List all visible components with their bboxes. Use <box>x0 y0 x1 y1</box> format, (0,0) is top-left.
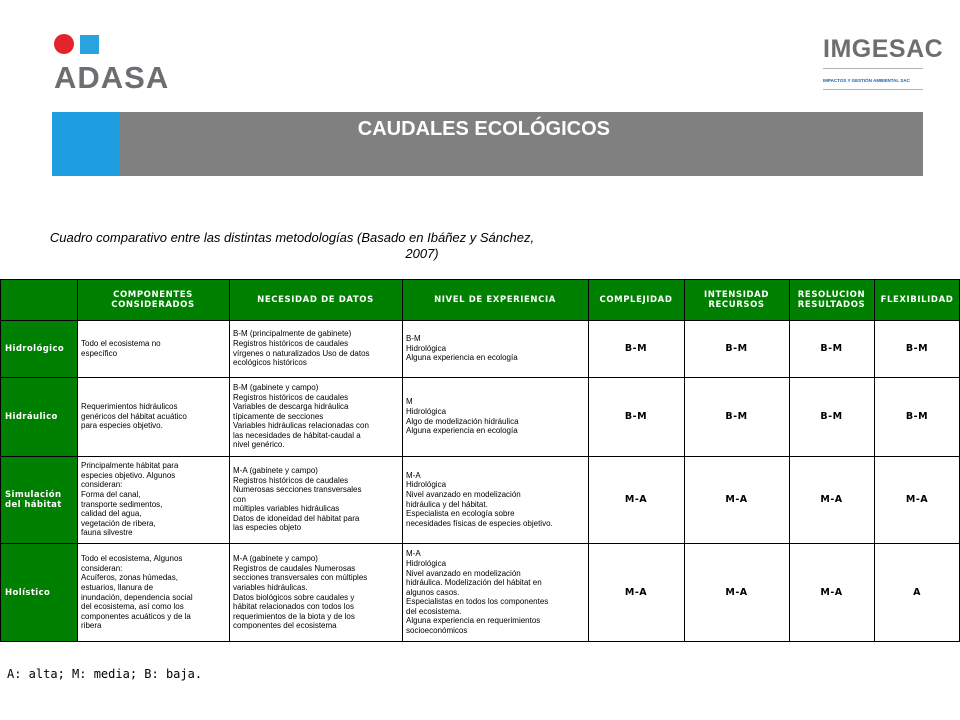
componentes-line: componentes acuáticos y de la <box>81 611 191 621</box>
componentes-line: vegetación de ribera, <box>81 518 156 528</box>
componentes-line: especies objetivo. Algunos <box>81 470 176 480</box>
imgesac-logo-subtext: IMPACTOS Y GESTIÓN AMBIENTAL SAC <box>823 78 910 83</box>
cell-complejidad: M-A <box>624 587 648 598</box>
experiencia-line: necesidades físicas de especies objetivo. <box>406 518 553 528</box>
datos-line: B-M (gabinete y campo) <box>233 382 319 392</box>
imgesac-logo-rule <box>823 68 923 69</box>
cell-flexibilidad: B-M <box>905 411 929 422</box>
method-label-line: del hábitat <box>5 499 62 510</box>
imgesac-logo-rule-bottom <box>823 89 923 90</box>
datos-line: Variables hidráulicas relacionadas con <box>233 421 369 431</box>
datos-line: componentes del ecosistema <box>233 621 337 631</box>
table-vertical-rule <box>874 279 875 642</box>
datos-line: nivel genérico. <box>233 440 285 450</box>
cell-componentes <box>77 543 229 642</box>
table-corner <box>0 279 77 320</box>
table-horizontal-rule <box>0 320 960 321</box>
cell-complejidad: B-M <box>624 343 648 354</box>
column-header: RESOLUCION RESULTADOS <box>789 279 874 320</box>
column-header: COMPONENTES CONSIDERADOS <box>77 279 229 320</box>
experiencia-line: Especialistas en todos los componentes <box>406 597 549 607</box>
datos-line: Registros históricos de caudales <box>233 392 349 402</box>
column-header: NECESIDAD DE DATOS <box>229 279 402 320</box>
page-title: CAUDALES ECOLÓGICOS <box>357 118 610 140</box>
table-horizontal-rule <box>0 543 960 544</box>
experiencia-line: Algo de modelización hidráulica <box>406 416 519 426</box>
row-header-method: Hidráulico <box>0 377 77 456</box>
datos-line: ecológicos históricos <box>233 358 307 368</box>
datos-line: Registros de caudales Numerosas <box>233 563 356 573</box>
cell-experiencia <box>402 543 588 642</box>
componentes-line: fauna silvestre <box>81 528 133 538</box>
caption-line-1: Cuadro comparativo entre las distintas metodologías (Basado en Ibáñez y Sánchez, <box>49 230 535 245</box>
experiencia-line: algunos casos. <box>406 587 460 597</box>
table-horizontal-rule <box>0 279 960 280</box>
column-header: FLEXIBILIDAD <box>874 279 960 320</box>
componentes-line: para especies objetivo. <box>81 421 163 431</box>
column-header: NIVEL DE EXPERIENCIA <box>402 279 588 320</box>
componentes-line: específico <box>81 348 118 358</box>
datos-line: las necesidades de hábitat-caudal a <box>233 430 361 440</box>
datos-line: M-A (gabinete y campo) <box>233 554 318 564</box>
datos-line: Numerosas secciones transversales <box>233 485 362 495</box>
table-horizontal-rule <box>0 456 960 457</box>
experiencia-line: Alguna experiencia en requerimientos <box>406 616 541 626</box>
datos-line: hábitat relacionados con todos los <box>233 602 354 612</box>
datos-line: Registros históricos de caudales <box>233 475 349 485</box>
componentes-line: Todo el ecosistema no <box>81 338 161 348</box>
row-header-method: Holístico <box>0 543 77 642</box>
cell-resolucion: B-M <box>820 343 843 354</box>
table-vertical-rule <box>588 279 589 642</box>
datos-line: M-A (gabinete y campo) <box>233 465 318 475</box>
cell-resolucion: B-M <box>820 411 843 422</box>
componentes-line: transporte sedimentos, <box>81 499 163 509</box>
componentes-line: Acuíferos, zonas húmedas, <box>81 573 178 583</box>
cell-resolucion: M-A <box>820 587 843 598</box>
cell-flexibilidad: B-M <box>905 343 929 354</box>
imgesac-logo-text: IMGESAC <box>823 35 944 63</box>
cell-datos <box>229 377 402 456</box>
legend: A: alta; M: media; B: baja. <box>7 667 203 681</box>
experiencia-line: Especialista en ecología sobre <box>406 509 515 519</box>
experiencia-line: M-A <box>406 549 421 559</box>
datos-line: Variables de descarga hidráulica <box>233 402 349 412</box>
experiencia-line: Hidrológica <box>406 480 447 490</box>
experiencia-line: Hidrológica <box>406 343 447 353</box>
experiencia-line: B-M <box>406 334 421 344</box>
experiencia-line: Alguna experiencia en ecología <box>406 353 518 363</box>
method-label-line: Simulación <box>5 489 62 500</box>
experiencia-line: Hidrológica <box>406 558 447 568</box>
componentes-line: ribera <box>81 621 102 631</box>
cell-intensidad: B-M <box>725 343 748 354</box>
cell-componentes <box>77 456 229 543</box>
table-vertical-rule <box>789 279 790 642</box>
componentes-line: consideran: <box>81 480 123 490</box>
cell-datos <box>229 543 402 642</box>
experiencia-line: socioeconómicos <box>406 626 468 636</box>
datos-line: requerimientos de la biota y de los <box>233 611 355 621</box>
experiencia-line: Nivel avanzado en modelización <box>406 568 521 578</box>
cell-flexibilidad: M-A <box>905 494 929 505</box>
row-header-method <box>0 456 77 543</box>
datos-line: variables hidráulicas. <box>233 582 308 592</box>
experiencia-line: del ecosistema. <box>406 606 462 616</box>
table-caption <box>7 230 577 262</box>
cell-experiencia <box>402 377 588 456</box>
table-horizontal-rule <box>0 377 960 378</box>
experiencia-line: Nivel avanzado en modelización <box>406 489 521 499</box>
experiencia-line: hidráulica y del hábitat. <box>406 499 488 509</box>
cell-complejidad: M-A <box>624 494 648 505</box>
experiencia-line: hidráulica. Modelización del hábitat en <box>406 578 542 588</box>
title-bar-accent <box>52 112 120 176</box>
table-vertical-rule <box>0 279 1 642</box>
table-vertical-rule <box>684 279 685 642</box>
componentes-line: estuarios, llanura de <box>81 582 154 592</box>
componentes-line: Forma del canal, <box>81 489 141 499</box>
datos-line: vírgenes o naturalizados Uso de datos <box>233 348 370 358</box>
cell-componentes <box>77 377 229 456</box>
table-vertical-rule <box>229 279 230 642</box>
experiencia-line: M <box>406 397 413 407</box>
imgesac-logo <box>820 34 944 94</box>
table-vertical-rule <box>77 279 78 642</box>
adasa-red-dot-icon <box>54 34 74 54</box>
table-vertical-rule <box>402 279 403 642</box>
componentes-line: Requerimientos hidráulicos <box>81 402 178 412</box>
datos-line: secciones transversales con múltiples <box>233 573 368 583</box>
componentes-line: inundación, dependencia social <box>81 592 193 602</box>
cell-datos <box>229 320 402 377</box>
column-header: COMPLEJIDAD <box>588 279 684 320</box>
column-header: INTENSIDAD RECURSOS <box>684 279 789 320</box>
cell-experiencia <box>402 320 588 377</box>
table-horizontal-rule <box>0 641 960 642</box>
row-header-method: Hidrológico <box>0 320 77 377</box>
cell-flexibilidad: A <box>913 587 921 598</box>
cell-intensidad: B-M <box>725 411 748 422</box>
datos-line: Registros históricos de caudales <box>233 338 349 348</box>
caption-line-2: 2007) <box>405 246 439 261</box>
componentes-line: del ecosistema, así como los <box>81 602 184 612</box>
cell-datos <box>229 456 402 543</box>
cell-resolucion: M-A <box>820 494 843 505</box>
datos-line: Datos de idoneidad del hábitat para <box>233 513 360 523</box>
experiencia-line: Hidrológica <box>406 406 447 416</box>
datos-line: las especies objeto <box>233 523 302 533</box>
componentes-line: Todo el ecosistema, Algunos <box>81 554 183 564</box>
componentes-line: genéricos del hábitat acuático <box>81 411 187 421</box>
comparison-table <box>0 279 960 642</box>
cell-complejidad: B-M <box>624 411 648 422</box>
adasa-blue-square-icon <box>80 35 99 54</box>
componentes-line: calidad del agua, <box>81 509 142 519</box>
componentes-line: consideran: <box>81 563 123 573</box>
cell-componentes <box>77 320 229 377</box>
cell-intensidad: M-A <box>725 494 748 505</box>
cell-intensidad: M-A <box>725 587 748 598</box>
datos-line: B-M (principalmente de gabinete) <box>233 329 352 339</box>
experiencia-line: M-A <box>406 470 421 480</box>
datos-line: típicamente de secciones <box>233 411 324 421</box>
adasa-logo-text: ADASA <box>54 60 170 95</box>
cell-experiencia <box>402 456 588 543</box>
componentes-line: Principalmente hábitat para <box>81 461 179 471</box>
experiencia-line: Alguna experiencia en ecología <box>406 426 518 436</box>
datos-line: con <box>233 494 246 504</box>
adasa-logo <box>54 34 174 94</box>
datos-line: Datos biológicos sobre caudales y <box>233 592 355 602</box>
datos-line: múltiples variables hidráulicas <box>233 504 340 514</box>
